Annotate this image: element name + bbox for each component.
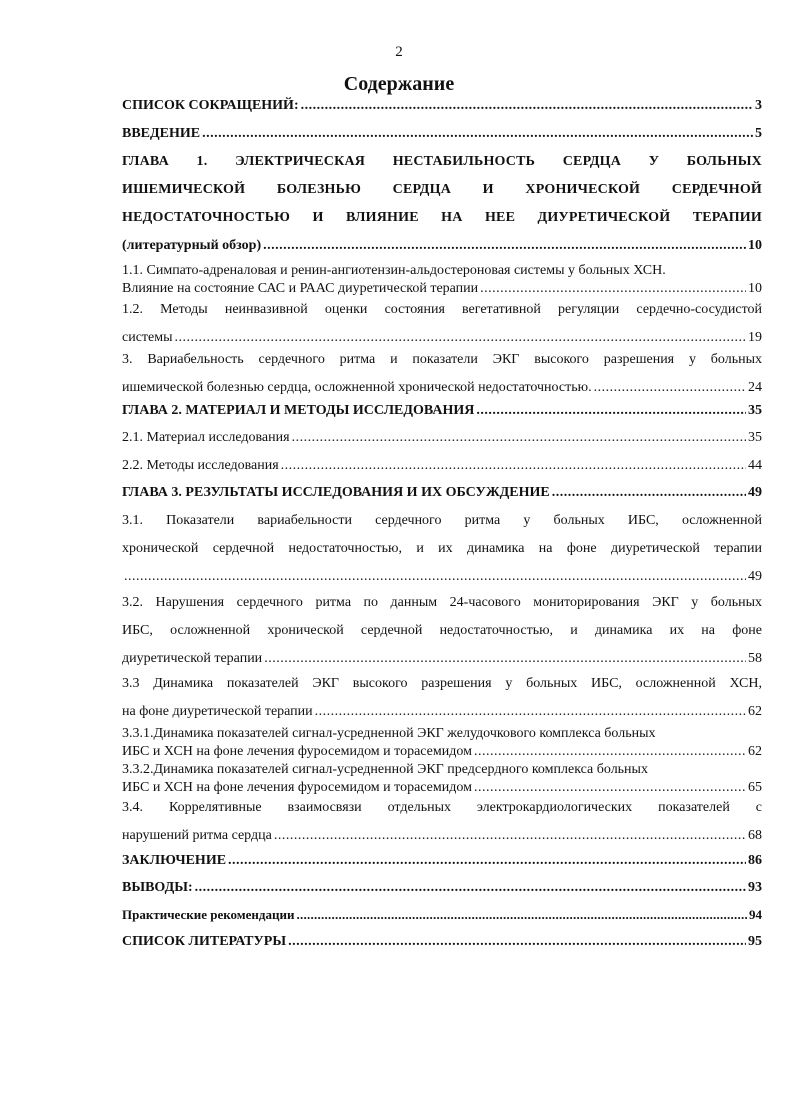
- toc-title: Содержание: [343, 73, 455, 95]
- toc-entry-line: ИБС, осложненной хронической сердечной недостаточностью, и динамика их на фоне: [122, 623, 762, 638]
- toc-page-number: 58: [748, 651, 762, 666]
- toc-page-number: 68: [748, 828, 762, 843]
- toc-entry-section-1-1[interactable]: 1.1. Симпато-адреналовая и ренин-ангиотензин-альдостероновая системы у больных ХСН. Влияние на состояние САС и РААС диуретической терапии . . . 10: [122, 262, 762, 298]
- toc-page-number: 94: [749, 907, 762, 922]
- toc-page-number: 3: [755, 98, 762, 113]
- toc-entry-line: 3.3.1.Динамика показателей сигнал-усредненной ЭКГ желудочкового комплекса больных: [122, 726, 656, 741]
- toc-page-number: 24: [748, 380, 762, 395]
- toc-page-number: 49: [748, 569, 762, 584]
- toc-entry-line: 3.4. Коррелятивные взаимосвязи отдельных электрокардиологических показателей с: [122, 800, 762, 815]
- toc-entry-section-2-2[interactable]: 2.2. Методы исследования . . . 44: [122, 456, 762, 476]
- toc-page-number: 10: [748, 281, 762, 296]
- toc-entry-line: 1.1. Симпато-адреналовая и ренин-ангиотензин-альдостероновая системы у больных ХСН.: [122, 263, 666, 278]
- toc-entry-section-3-3-2[interactable]: 3.3.2.Динамика показателей сигнал-усредненной ЭКГ предсердного комплекса больных ИБС и ХСН на фоне лечения фуросемидом и торасемидом . . . 65: [122, 761, 762, 797]
- toc-entry-chapter-3[interactable]: ГЛАВА 3. РЕЗУЛЬТАТЫ ИССЛЕДОВАНИЯ И ИХ ОБСУЖДЕНИЕ . . . 49: [122, 483, 762, 503]
- toc-entry-section-3-3[interactable]: 3.3 Динамика показателей ЭКГ высокого разрешения у больных ИБС, осложненной ХСН, на фоне диуретической терапии . . . 62: [122, 670, 762, 726]
- toc-entry-introduction[interactable]: ВВЕДЕНИЕ . . . 5: [122, 124, 762, 144]
- toc-entry-line: 1.2. Методы неинвазивной оценки состояния вегетативной регуляции сердечно-сосудистой: [122, 302, 762, 317]
- toc-entry-section-2-1[interactable]: 2.1. Материал исследования . . . 35: [122, 428, 762, 448]
- toc-entry-chapter-1[interactable]: ГЛАВА 1. ЭЛЕКТРИЧЕСКАЯ НЕСТАБИЛЬНОСТЬ СЕРДЦА У БОЛЬНЫХ ИШЕМИЧЕСКОЙ БОЛЕЗНЬЮ СЕРДЦА И ХРОНИЧЕСКОЙ СЕРДЕЧНОЙ НЕДОСТАТОЧНОСТЬЮ И ВЛИЯНИЕ НА НЕЕ ДИУРЕТИЧЕСКОЙ ТЕРАПИИ (литературный обзор) . . . 10: [122, 148, 762, 260]
- toc-page-number: 86: [748, 853, 762, 868]
- toc-entry-line: ИШЕМИЧЕСКОЙ БОЛЕЗНЬЮ СЕРДЦА И ХРОНИЧЕСКОЙ СЕРДЕЧНОЙ: [122, 182, 762, 197]
- toc-page-number: 35: [748, 430, 762, 445]
- page-number: 2: [395, 44, 403, 60]
- toc-entry-line: НЕДОСТАТОЧНОСТЬЮ И ВЛИЯНИЕ НА НЕЕ ДИУРЕТИЧЕСКОЙ ТЕРАПИИ: [122, 210, 762, 225]
- toc-entry-section-3-3-1[interactable]: 3.3.1.Динамика показателей сигнал-усредненной ЭКГ желудочкового комплекса больных ИБС и ХСН на фоне лечения фуросемидом и торасемидом . . . 62: [122, 725, 762, 761]
- toc-page-number: 10: [748, 238, 762, 253]
- toc-entry-findings[interactable]: ВЫВОДЫ: . . . 93: [122, 878, 762, 898]
- toc-page-number: 62: [748, 744, 762, 759]
- toc-entry-abbreviations[interactable]: СПИСОК СОКРАЩЕНИЙ: . . . 3: [122, 96, 762, 116]
- toc-entry-section-1-3[interactable]: 3. Вариабельность сердечного ритма и показатели ЭКГ высокого разрешения у больных ишемической болезнью сердца, осложненной хронической недостаточностью. . . . 24: [122, 346, 762, 402]
- toc-entry-section-3-1[interactable]: [122, 507, 762, 591]
- toc-entry-section-3-2[interactable]: 3.2. Нарушения сердечного ритма по данным 24-часового мониторирования ЭКГ у больных ИБС, осложненной хронической сердечной недостаточностью, и динамика их на фоне диуретической терапии . . . 58: [122, 589, 762, 673]
- toc-page-number: 19: [748, 330, 762, 345]
- toc-entry-line: 3. Вариабельность сердечного ритма и показатели ЭКГ высокого разрешения у больных: [122, 352, 762, 367]
- toc-page-number: 93: [748, 880, 762, 895]
- toc-page-number: 62: [748, 704, 762, 719]
- toc-entry-line: ГЛАВА 1. ЭЛЕКТРИЧЕСКАЯ НЕСТАБИЛЬНОСТЬ СЕРДЦА У БОЛЬНЫХ: [122, 154, 762, 169]
- toc-page-number: 49: [748, 485, 762, 500]
- toc-entry-line: 3.2. Нарушения сердечного ритма по данным 24-часового мониторирования ЭКГ у больных: [122, 595, 762, 610]
- toc-entry-section-3-4[interactable]: 3.4. Коррелятивные взаимосвязи отдельных электрокардиологических показателей с нарушений ритма сердца . . . 68: [122, 794, 762, 850]
- toc-entry-line: хронической сердечной недостаточностью, и их динамика на фоне диуретической терапии: [122, 541, 762, 556]
- toc-entry-line: 3.1. Показатели вариабельности сердечного ритма у больных ИБС, осложненной: [122, 513, 762, 528]
- toc-entry-section-1-2[interactable]: 1.2. Методы неинвазивной оценки состояния вегетативной регуляции сердечно-сосудистой системы . . . 19: [122, 296, 762, 352]
- toc-page-number: 65: [748, 780, 762, 795]
- toc-entry-recommendations[interactable]: Практические рекомендации . . . 94: [122, 905, 762, 925]
- toc-page-number: 35: [748, 403, 762, 418]
- toc-entry-references[interactable]: СПИСОК ЛИТЕРАТУРЫ . . . 95: [122, 932, 762, 952]
- toc-entry-chapter-2[interactable]: ГЛАВА 2. МАТЕРИАЛ И МЕТОДЫ ИССЛЕДОВАНИЯ . . . 35: [122, 401, 762, 421]
- toc-entry-line: 3.3.2.Динамика показателей сигнал-усредненной ЭКГ предсердного комплекса больных: [122, 762, 648, 777]
- toc-entry-line: 3.3 Динамика показателей ЭКГ высокого разрешения у больных ИБС, осложненной ХСН,: [122, 676, 762, 691]
- toc-page-number: 95: [748, 934, 762, 949]
- toc-entry-conclusion[interactable]: ЗАКЛЮЧЕНИЕ . . . 86: [122, 851, 762, 871]
- toc-page-number: 5: [755, 126, 762, 141]
- toc-page-number: 44: [748, 458, 762, 473]
